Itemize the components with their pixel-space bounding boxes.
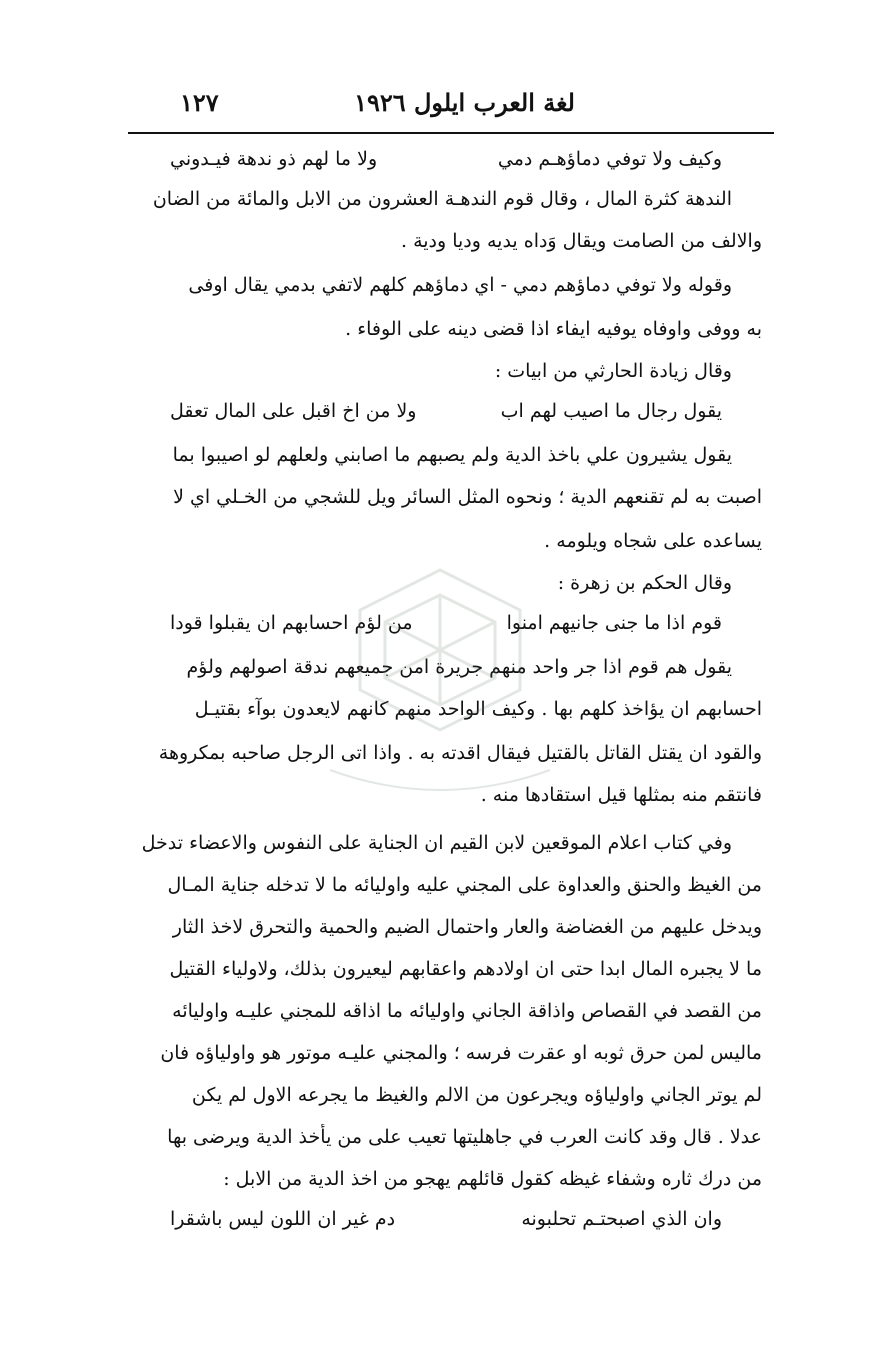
text-line: يساعده على شجاه ويلومه . xyxy=(544,530,762,552)
text-line: من الغيظ والحنق والعداوة على المجني عليه واوليائه ما لا تدخله جناية المـال xyxy=(167,874,762,896)
text-line: وفي كتاب اعلام الموقعين لابن القيم ان الجناية على النفوس والاعضاء تدخل xyxy=(141,832,732,854)
watermark-logo xyxy=(290,560,590,820)
verse-2-first-hemistich: يقول رجال ما اصيب لهم اب xyxy=(500,400,722,422)
verse-3-second-hemistich: من لؤم احسابهم ان يقبلوا قودا xyxy=(170,612,413,634)
verse-1-first-hemistich: وكيف ولا توفي دماؤهـم دمي xyxy=(497,148,722,170)
text-line: والقود ان يقتل القاتل بالقتيل فيقال اقدته به . واذا اتى الرجل صاحبه بمكروهة xyxy=(158,742,762,764)
text-line: عدلا . قال وقد كانت العرب في جاهليتها تعيب على من يأخذ الدية ويرضى بها xyxy=(167,1126,762,1148)
text-line: والالف من الصامت ويقال وَداه يديه وديا ودية . xyxy=(400,230,762,252)
header-rule xyxy=(128,132,774,134)
verse-4-first-hemistich: وان الذي اصبحتـم تحلبونه xyxy=(521,1208,722,1230)
page-number: ١٢٧ xyxy=(180,88,219,117)
text-line: احسابهم ان يؤاخذ كلهم بها . وكيف الواحد منهم كانهم لايعدون بوآء بقتيـل xyxy=(194,698,762,720)
text-line: اصبت به لم تقنعهم الدية ؛ ونحوه المثل السائر ويل للشجي من الخـلي اي لا xyxy=(173,486,762,508)
verse-4-second-hemistich: دم غير ان اللون ليس باشقرا xyxy=(170,1208,396,1230)
text-line: يقول هم قوم اذا جر واحد منهم جريرة امن جميعهم ندقة اصولهم ولؤم xyxy=(186,656,732,678)
text-line: من القصد في القصاص واذاقة الجاني واوليائه ما اذاقه للمجني عليـه واوليائه xyxy=(172,1000,762,1022)
verse-1-second-hemistich: ولا ما لهم ذو ندهة فيـدوني xyxy=(170,148,378,170)
text-line: لم يوتر الجاني واولياؤه ويجرعون من الالم والغيظ ما يجرعه الاول لم يكن xyxy=(191,1084,762,1106)
text-line: ماليس لمن حرق ثوبه او عقرت فرسه ؛ والمجني عليـه موتور هو واولياؤه فان xyxy=(160,1042,762,1064)
text-line: من درك ثاره وشفاء غيظه كقول قائلهم يهجو من اخذ الدية من الابل : xyxy=(223,1168,762,1190)
text-line: ويدخل عليهم من الغضاضة والعار واحتمال الضيم والحمية والتحرق لاخذ الثار xyxy=(172,916,762,938)
text-line: يقول يشيرون علي باخذ الدية ولم يصبهم ما اصابني ولعلهم لو اصيبوا بما xyxy=(172,444,732,466)
text-line: وقال الحكم بن زهرة : xyxy=(557,572,732,594)
page-header xyxy=(130,88,770,124)
text-line: وقال زيادة الحارثي من ابيات : xyxy=(494,360,732,382)
text-line: ما لا يجبره المال ابدا حتى ان اولادهم واعقابهم ليعيرون بذلك، ولاولياء القتيل xyxy=(169,958,762,980)
text-line: به ووفى واوفاه يوفيه ايفاء اذا قضى دينه على الوفاء . xyxy=(345,318,762,340)
verse-2-second-hemistich: ولا من اخ اقبل على المال تعقل xyxy=(170,400,417,422)
text-line: فانتقم منه بمثلها قيل استقادها منه . xyxy=(480,784,762,806)
verse-3-first-hemistich: قوم اذا ما جنى جانيهم امنوا xyxy=(506,612,722,634)
text-line: وقوله ولا توفي دماؤهم دمي - اي دماؤهم كلهم لاتفي بدمي يقال اوفى xyxy=(188,274,732,296)
running-title: لغة العرب ايلول ١٩٢٦ xyxy=(354,88,575,117)
text-line: الندهة كثرة المال ، وقال قوم الندهـة العشرون من الابل والمائة من الضان xyxy=(152,188,732,210)
